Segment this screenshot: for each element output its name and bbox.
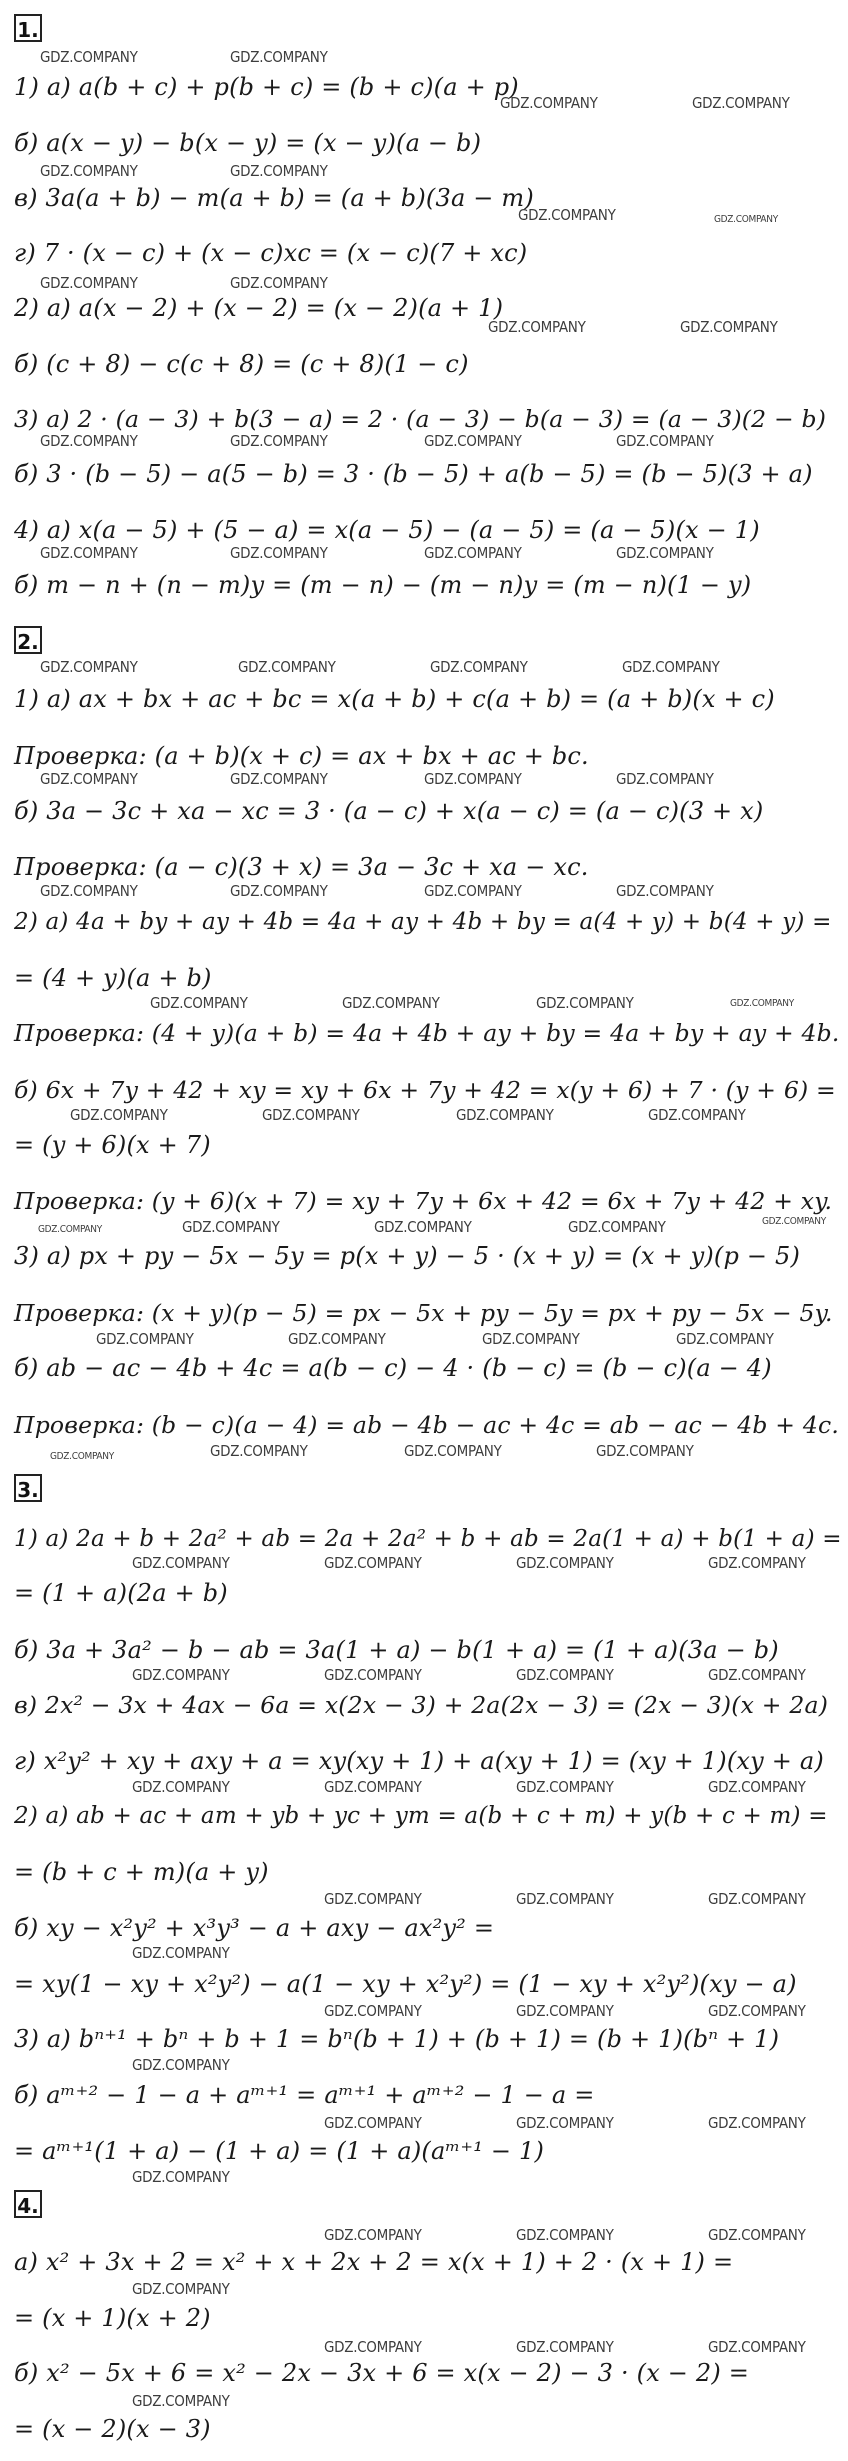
solution-line: 3) а) 2 · (a − 3) + b(3 − a) = 2 · (a − 3) − b(a − 3) = (a − 3)(2 − b) xyxy=(14,405,827,433)
watermark: GDZ.COMPANY xyxy=(708,2002,806,2020)
watermark: GDZ.COMPANY xyxy=(342,994,440,1012)
solution-line: = (4 + y)(a + b) xyxy=(14,964,212,992)
watermark: GDZ.COMPANY xyxy=(374,1218,472,1236)
watermark: GDZ.COMPANY xyxy=(516,1666,614,1684)
watermark: GDZ.COMPANY xyxy=(536,994,634,1012)
watermark: GDZ.COMPANY xyxy=(424,544,522,562)
check-line: Проверка: (a − c)(3 + x) = 3a − 3c + xa − xc. xyxy=(14,853,589,881)
solution-line: б) 3a + 3a² − b − ab = 3a(1 + a) − b(1 + a) = (1 + a)(3a − b) xyxy=(14,1636,779,1664)
watermark: GDZ.COMPANY xyxy=(324,1778,422,1796)
solution-line: = (x − 2)(x − 3) xyxy=(14,2415,211,2443)
solution-line: б) 3a − 3c + xa − xc = 3 · (a − c) + x(a − c) = (a − c)(3 + x) xyxy=(14,797,764,825)
solution-line: б) (c + 8) − c(c + 8) = (c + 8)(1 − c) xyxy=(14,350,469,378)
solution-line: 4) а) x(a − 5) + (5 − a) = x(a − 5) − (a − 5) = (a − 5)(x − 1) xyxy=(14,516,760,544)
watermark: GDZ.COMPANY xyxy=(132,1778,230,1796)
check-line: Проверка: (b − c)(a − 4) = ab − 4b − ac + 4c = ab − ac − 4b + 4c. xyxy=(14,1411,840,1439)
solution-line: а) x² + 3x + 2 = x² + x + 2x + 2 = x(x + 1) + 2 · (x + 1) = xyxy=(14,2248,734,2276)
watermark: GDZ.COMPANY xyxy=(230,770,328,788)
watermark: GDZ.COMPANY xyxy=(762,1216,826,1227)
solution-line: 2) а) a(x − 2) + (x − 2) = (x − 2)(a + 1) xyxy=(14,294,504,322)
solution-line: б) ab − ac − 4b + 4c = a(b − c) − 4 · (b − c) = (b − c)(a − 4) xyxy=(14,1354,772,1382)
solution-line: = (1 + a)(2a + b) xyxy=(14,1579,228,1607)
watermark: GDZ.COMPANY xyxy=(622,658,720,676)
watermark: GDZ.COMPANY xyxy=(488,318,586,336)
watermark: GDZ.COMPANY xyxy=(676,1330,774,1348)
watermark: GDZ.COMPANY xyxy=(708,1890,806,1908)
watermark: GDZ.COMPANY xyxy=(404,1442,502,1460)
watermark: GDZ.COMPANY xyxy=(230,48,328,66)
watermark: GDZ.COMPANY xyxy=(210,1442,308,1460)
watermark: GDZ.COMPANY xyxy=(40,770,138,788)
solution-line: = xy(1 − xy + x²y²) − a(1 − xy + x²y²) = (1 − xy + x²y²)(xy − a) xyxy=(14,1970,797,1998)
watermark: GDZ.COMPANY xyxy=(40,274,138,292)
solution-line: 3) а) bⁿ⁺¹ + bⁿ + b + 1 = bⁿ(b + 1) + (b + 1) = (b + 1)(bⁿ + 1) xyxy=(14,2025,780,2053)
watermark: GDZ.COMPANY xyxy=(596,1442,694,1460)
solution-line: г) x²y² + xy + axy + a = xy(xy + 1) + a(xy + 1) = (xy + 1)(xy + a) xyxy=(14,1747,824,1775)
section-number-2: 2. xyxy=(14,626,42,654)
watermark: GDZ.COMPANY xyxy=(430,658,528,676)
watermark: GDZ.COMPANY xyxy=(708,1778,806,1796)
watermark: GDZ.COMPANY xyxy=(424,432,522,450)
watermark: GDZ.COMPANY xyxy=(40,882,138,900)
solution-line: 1) а) ax + bx + ac + bc = x(a + b) + c(a + b) = (a + b)(x + c) xyxy=(14,685,775,713)
watermark: GDZ.COMPANY xyxy=(230,432,328,450)
solution-line: = (y + 6)(x + 7) xyxy=(14,1131,211,1159)
watermark: GDZ.COMPANY xyxy=(70,1106,168,1124)
watermark: GDZ.COMPANY xyxy=(324,1666,422,1684)
watermark: GDZ.COMPANY xyxy=(38,1224,102,1235)
watermark: GDZ.COMPANY xyxy=(96,1330,194,1348)
watermark: GDZ.COMPANY xyxy=(708,2114,806,2132)
solution-line: = (b + c + m)(a + y) xyxy=(14,1858,269,1886)
watermark: GDZ.COMPANY xyxy=(616,770,714,788)
watermark: GDZ.COMPANY xyxy=(324,2002,422,2020)
watermark: GDZ.COMPANY xyxy=(516,2226,614,2244)
watermark: GDZ.COMPANY xyxy=(568,1218,666,1236)
watermark: GDZ.COMPANY xyxy=(132,2280,230,2298)
watermark: GDZ.COMPANY xyxy=(708,1554,806,1572)
solution-line: = (x + 1)(x + 2) xyxy=(14,2304,211,2332)
section-number-3: 3. xyxy=(14,1474,42,1502)
watermark: GDZ.COMPANY xyxy=(182,1218,280,1236)
watermark: GDZ.COMPANY xyxy=(288,1330,386,1348)
watermark: GDZ.COMPANY xyxy=(40,544,138,562)
solution-line: 2) а) ab + ac + am + yb + yc + ym = a(b + c + m) + y(b + c + m) = xyxy=(14,1803,828,1829)
solution-line: б) 6x + 7y + 42 + xy = xy + 6x + 7y + 42 = x(y + 6) + 7 · (y + 6) = xyxy=(14,1076,836,1104)
solution-line: 3) а) px + py − 5x − 5y = p(x + y) − 5 · (x + y) = (x + y)(p − 5) xyxy=(14,1242,801,1270)
watermark: GDZ.COMPANY xyxy=(40,658,138,676)
watermark: GDZ.COMPANY xyxy=(714,214,778,225)
watermark: GDZ.COMPANY xyxy=(324,1890,422,1908)
solution-line: б) xy − x²y² + x³y³ − a + axy − ax²y² = xyxy=(14,1914,495,1942)
watermark: GDZ.COMPANY xyxy=(680,318,778,336)
watermark: GDZ.COMPANY xyxy=(500,94,598,112)
check-line: Проверка: (x + y)(p − 5) = px − 5x + py − 5y = px + py − 5x − 5y. xyxy=(14,1299,833,1327)
watermark: GDZ.COMPANY xyxy=(648,1106,746,1124)
watermark: GDZ.COMPANY xyxy=(708,2226,806,2244)
watermark: GDZ.COMPANY xyxy=(730,998,794,1009)
watermark: GDZ.COMPANY xyxy=(324,2226,422,2244)
solution-line: б) a(x − y) − b(x − y) = (x − y)(a − b) xyxy=(14,129,482,157)
watermark: GDZ.COMPANY xyxy=(616,544,714,562)
watermark: GDZ.COMPANY xyxy=(230,274,328,292)
check-line: Проверка: (y + 6)(x + 7) = xy + 7y + 6x + 42 = 6x + 7y + 42 + xy. xyxy=(14,1187,833,1215)
watermark: GDZ.COMPANY xyxy=(230,544,328,562)
solution-line: б) aᵐ⁺² − 1 − a + aᵐ⁺¹ = aᵐ⁺¹ + aᵐ⁺² − 1 − a = xyxy=(14,2081,595,2109)
check-line: Проверка: (4 + y)(a + b) = 4a + 4b + ay + by = 4a + by + ay + 4b. xyxy=(14,1019,840,1047)
watermark: GDZ.COMPANY xyxy=(324,2338,422,2356)
watermark: GDZ.COMPANY xyxy=(132,1944,230,1962)
watermark: GDZ.COMPANY xyxy=(132,2056,230,2074)
watermark: GDZ.COMPANY xyxy=(518,206,616,224)
watermark: GDZ.COMPANY xyxy=(516,1890,614,1908)
section-number-1: 1. xyxy=(14,14,42,42)
watermark: GDZ.COMPANY xyxy=(132,1554,230,1572)
watermark: GDZ.COMPANY xyxy=(516,1554,614,1572)
solution-line: б) m − n + (n − m)y = (m − n) − (m − n)y = (m − n)(1 − y) xyxy=(14,571,752,599)
solution-line: б) x² − 5x + 6 = x² − 2x − 3x + 6 = x(x − 2) − 3 · (x − 2) = xyxy=(14,2359,750,2387)
solution-line: 1) а) 2a + b + 2a² + ab = 2a + 2a² + b + ab = 2a(1 + a) + b(1 + a) = xyxy=(14,1526,842,1552)
solution-line: г) 7 · (x − c) + (x − c)xc = (x − c)(7 + xc) xyxy=(14,239,528,267)
watermark: GDZ.COMPANY xyxy=(230,162,328,180)
watermark: GDZ.COMPANY xyxy=(324,1554,422,1572)
solution-line: б) 3 · (b − 5) − a(5 − b) = 3 · (b − 5) + a(b − 5) = (b − 5)(3 + a) xyxy=(14,460,813,488)
watermark: GDZ.COMPANY xyxy=(150,994,248,1012)
watermark: GDZ.COMPANY xyxy=(40,432,138,450)
watermark: GDZ.COMPANY xyxy=(456,1106,554,1124)
watermark: GDZ.COMPANY xyxy=(132,1666,230,1684)
watermark: GDZ.COMPANY xyxy=(424,882,522,900)
watermark: GDZ.COMPANY xyxy=(516,1778,614,1796)
solution-line: = aᵐ⁺¹(1 + a) − (1 + a) = (1 + a)(aᵐ⁺¹ − 1) xyxy=(14,2137,545,2165)
watermark: GDZ.COMPANY xyxy=(132,2168,230,2186)
check-line: Проверка: (a + b)(x + c) = ax + bx + ac + bc. xyxy=(14,742,589,770)
watermark: GDZ.COMPANY xyxy=(262,1106,360,1124)
watermark: GDZ.COMPANY xyxy=(616,882,714,900)
solution-line: в) 3a(a + b) − m(a + b) = (a + b)(3a − m) xyxy=(14,184,534,212)
watermark: GDZ.COMPANY xyxy=(324,2114,422,2132)
watermark: GDZ.COMPANY xyxy=(516,2002,614,2020)
solution-line: 1) а) a(b + c) + p(b + c) = (b + c)(a + p) xyxy=(14,73,519,101)
watermark: GDZ.COMPANY xyxy=(424,770,522,788)
solution-line: 2) а) 4a + by + ay + 4b = 4a + ay + 4b + by = a(4 + y) + b(4 + y) = xyxy=(14,909,832,935)
watermark: GDZ.COMPANY xyxy=(692,94,790,112)
watermark: GDZ.COMPANY xyxy=(230,882,328,900)
watermark: GDZ.COMPANY xyxy=(708,1666,806,1684)
solution-line: в) 2x² − 3x + 4ax − 6a = x(2x − 3) + 2a(2x − 3) = (2x − 3)(x + 2a) xyxy=(14,1691,829,1719)
watermark: GDZ.COMPANY xyxy=(516,2114,614,2132)
section-number-4: 4. xyxy=(14,2190,42,2218)
watermark: GDZ.COMPANY xyxy=(516,2338,614,2356)
watermark: GDZ.COMPANY xyxy=(238,658,336,676)
watermark: GDZ.COMPANY xyxy=(40,48,138,66)
watermark: GDZ.COMPANY xyxy=(616,432,714,450)
watermark: GDZ.COMPANY xyxy=(50,1451,114,1462)
watermark: GDZ.COMPANY xyxy=(40,162,138,180)
watermark: GDZ.COMPANY xyxy=(482,1330,580,1348)
watermark: GDZ.COMPANY xyxy=(708,2338,806,2356)
watermark: GDZ.COMPANY xyxy=(132,2392,230,2410)
